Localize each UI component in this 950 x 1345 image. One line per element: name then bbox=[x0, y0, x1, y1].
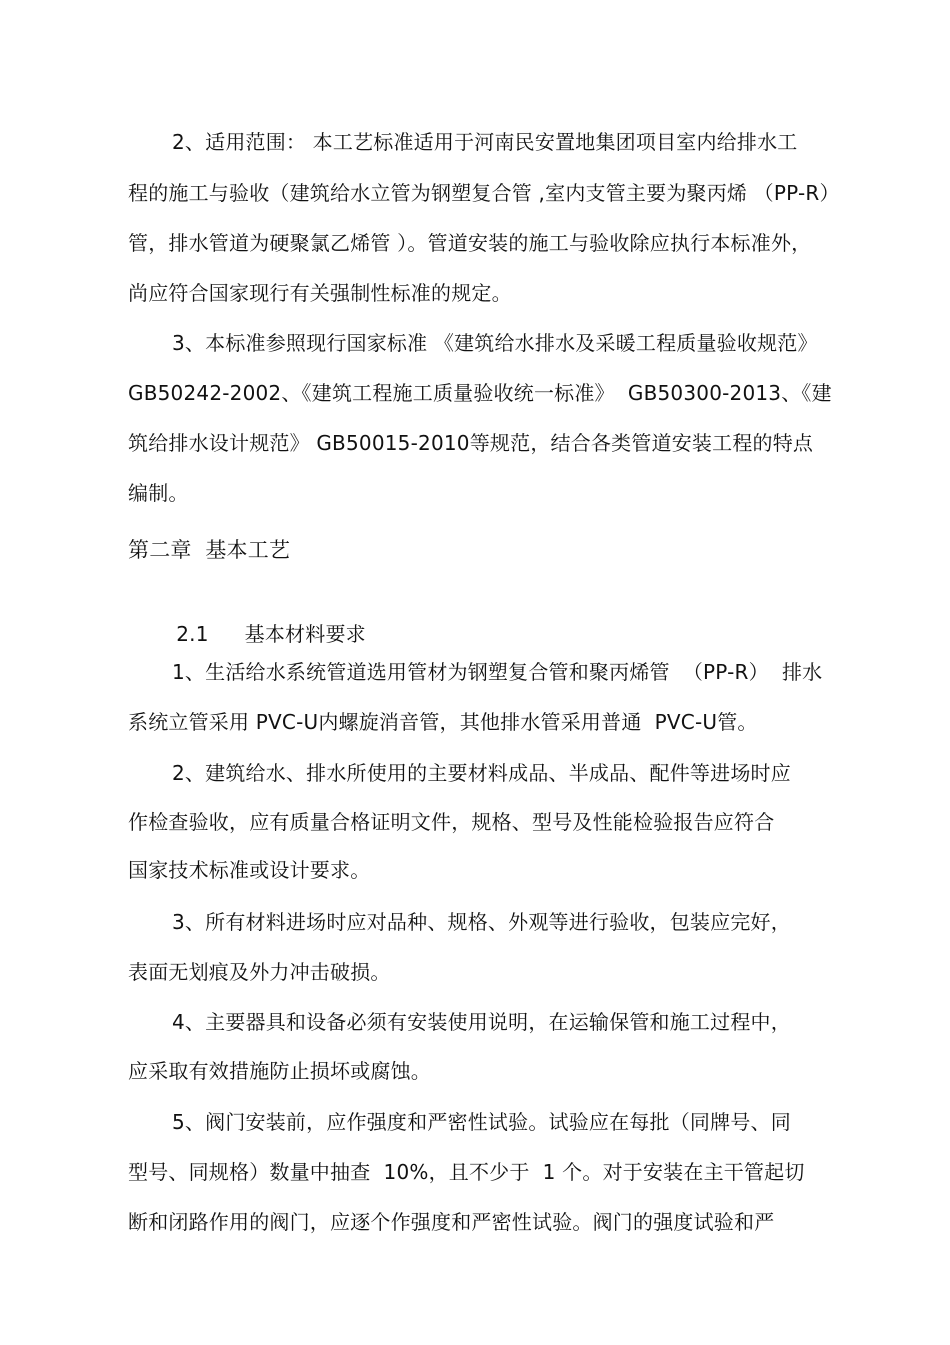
item-1-line-1: 1、生活给水系统管道选用管材为钢塑复合管和聚丙烯管 （PP-R） 排水 bbox=[172, 660, 823, 684]
item-4-line-2: 应采取有效措施防止损坏或腐蚀。 bbox=[128, 1059, 431, 1083]
paragraph-3-line-4: 编制。 bbox=[128, 481, 189, 505]
item-5-line-3: 断和闭路作用的阀门，应逐个作强度和严密性试验。阀门的强度试验和严 bbox=[128, 1210, 775, 1234]
paragraph-3-line-3: 筑给排水设计规范》 GB50015-2010等规范，结合各类管道安装工程的特点 bbox=[128, 431, 814, 455]
paragraph-3-line-2: GB50242-2002、《建筑工程施工质量验收统一标准》 GB50300-2013、《建 bbox=[128, 381, 832, 405]
item-3-line-2: 表面无划痕及外力冲击破损。 bbox=[128, 960, 391, 984]
paragraph-2-line-4: 尚应符合国家现行有关强制性标准的规定。 bbox=[128, 281, 512, 305]
item-4-line-1: 4、主要器具和设备必须有安装使用说明，在运输保管和施工过程中， bbox=[172, 1010, 791, 1034]
item-5-line-1: 5、阀门安装前，应作强度和严密性试验。试验应在每批（同牌号、同 bbox=[172, 1110, 791, 1134]
item-2-line-1: 2、建筑给水、排水所使用的主要材料成品、半成品、配件等进场时应 bbox=[172, 761, 791, 785]
paragraph-2-line-2: 程的施工与验收（建筑给水立管为钢塑复合管 ,室内支管主要为聚丙烯 （PP-R） bbox=[128, 181, 840, 205]
item-1-line-2: 系统立管采用 PVC-U内螺旋消音管，其他排水管采用普通 PVC-U管。 bbox=[128, 710, 758, 734]
section-number: 2.1 bbox=[176, 622, 209, 646]
section-title: 基本材料要求 bbox=[244, 622, 366, 646]
paragraph-2-line-1: 2、适用范围： 本工艺标准适用于河南民安置地集团项目室内给排水工 bbox=[172, 130, 798, 154]
paragraph-2-line-3: 管，排水管道为硬聚氯乙烯管 ）。管道安装的施工与验收除应执行本标准外， bbox=[128, 231, 812, 255]
item-2-line-2: 作检查验收，应有质量合格证明文件，规格、型号及性能检验报告应符合 bbox=[128, 810, 775, 834]
item-2-line-3: 国家技术标准或设计要求。 bbox=[128, 858, 371, 882]
item-3-line-1: 3、所有材料进场时应对品种、规格、外观等进行验收，包装应完好， bbox=[172, 910, 791, 934]
paragraph-3-line-1: 3、本标准参照现行国家标准 《建筑给水排水及采暖工程质量验收规范》 bbox=[172, 331, 818, 355]
chapter-heading: 第二章 基本工艺 bbox=[128, 538, 291, 562]
item-5-line-2: 型号、同规格）数量中抽查 10%，且不少于 1 个。对于安装在主干管起切 bbox=[128, 1160, 805, 1184]
